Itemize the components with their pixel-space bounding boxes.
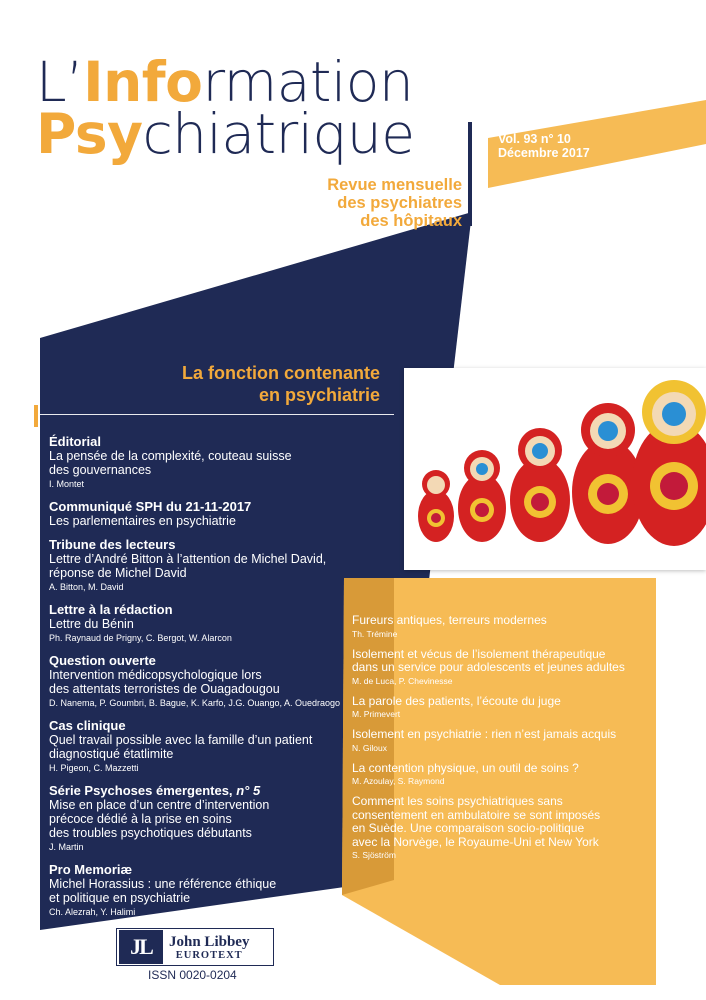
masthead-prefix: L’ bbox=[36, 50, 84, 114]
toc-section bbox=[49, 434, 349, 490]
issue-volume: Vol. 93 n° 10 bbox=[498, 132, 571, 146]
section-heading: Lettre à la rédaction bbox=[49, 602, 173, 617]
article-title: La parole des patients, l’écoute du juge bbox=[352, 693, 561, 708]
article-authors: I. Montet bbox=[49, 479, 85, 489]
article-title: Les parlementaires en psychiatrie bbox=[49, 514, 236, 528]
section-heading: Tribune des lecteurs bbox=[49, 537, 176, 552]
article-authors: Th. Trémine bbox=[352, 628, 398, 639]
article-title: dans un service pour adolescents et jeunes adultes bbox=[352, 660, 625, 674]
issue-info bbox=[498, 132, 590, 160]
article-authors: Ch. Alezrah, Y. Halimi bbox=[49, 907, 136, 917]
theme-article bbox=[352, 614, 657, 640]
tagline-line: Revue mensuelle bbox=[327, 176, 462, 194]
article-authors: D. Nanema, P. Goumbri, B. Bague, K. Karfo, J.G. Ouango, A. Ouedraogo bbox=[49, 698, 340, 708]
theme-article bbox=[352, 762, 657, 788]
theme-line: La fonction contenante bbox=[182, 363, 380, 383]
article-authors: M. Primevert bbox=[352, 709, 401, 719]
article-title: des attentats terroristes de Ouagadougou bbox=[49, 682, 280, 696]
article-title: Fureurs antiques, terreurs modernes bbox=[352, 613, 547, 627]
tagline bbox=[327, 176, 462, 230]
article-title: Quel travail possible avec la famille d’un patient bbox=[49, 733, 313, 747]
cover-photo bbox=[404, 368, 706, 570]
toc-section bbox=[49, 783, 349, 853]
article-title: en Suède. Une comparaison socio-politique bbox=[352, 821, 585, 835]
article-authors: S. Sjöström bbox=[352, 850, 396, 860]
contents-left bbox=[49, 434, 349, 927]
section-heading: Communiqué SPH du 21-11-2017 bbox=[49, 499, 252, 514]
section-heading: Cas clinique bbox=[49, 718, 126, 733]
article-title: Comment les soins psychiatriques sans bbox=[352, 794, 563, 808]
toc-section bbox=[49, 718, 349, 774]
doll-5 bbox=[632, 380, 706, 546]
article-title: réponse de Michel David bbox=[49, 566, 187, 580]
article-title: Isolement et vécus de l’isolement thérapeutique bbox=[352, 646, 606, 661]
masthead-accent-1: Info bbox=[83, 50, 203, 114]
article-title: Michel Horassius : une référence éthique bbox=[49, 877, 277, 891]
publisher-wordmark bbox=[169, 934, 249, 961]
article-title: Intervention médicopsychologique lors bbox=[49, 668, 262, 682]
article-authors: A. Bitton, M. David bbox=[49, 582, 124, 592]
article-authors: Ph. Raynaud de Prigny, C. Bergot, W. Alarcon bbox=[49, 633, 232, 643]
publisher-logo bbox=[116, 928, 274, 966]
article-title: Mise en place d’un centre d’intervention bbox=[49, 798, 270, 812]
article-title: Lettre du Bénin bbox=[49, 617, 134, 631]
issue-date: Décembre 2017 bbox=[498, 146, 590, 160]
article-title: précoce dédié à la prise en soins bbox=[49, 812, 232, 826]
toc-section bbox=[49, 862, 349, 918]
article-title: Isolement en psychiatrie : rien n’est jamais acquis bbox=[352, 727, 617, 741]
article-authors: H. Pigeon, C. Mazzetti bbox=[49, 763, 139, 773]
article-authors: M. de Luca, P. Chevinesse bbox=[352, 675, 453, 686]
section-heading: Pro Memoriæ bbox=[49, 862, 133, 877]
masthead-rest-2: chiatrique bbox=[142, 102, 415, 166]
contents-right bbox=[352, 614, 657, 869]
toc-section bbox=[49, 602, 349, 644]
article-title: des troubles psychotiques débutants bbox=[49, 826, 252, 840]
masthead-accent-2: Psy bbox=[36, 102, 143, 166]
issue-theme bbox=[182, 362, 380, 406]
article-authors: N. Giloux bbox=[352, 742, 387, 753]
theme-line: en psychiatrie bbox=[258, 385, 380, 405]
publisher-sub: EUROTEXT bbox=[175, 949, 243, 961]
section-heading bbox=[49, 783, 349, 798]
theme-article bbox=[352, 728, 657, 754]
toc-section bbox=[49, 499, 349, 528]
theme-article bbox=[352, 695, 657, 721]
issn-number: ISSN 0020-0204 bbox=[148, 968, 237, 982]
section-heading-text: Série Psychoses émergentes, bbox=[49, 783, 233, 798]
toc-section bbox=[49, 653, 349, 709]
publisher-monogram: JL bbox=[119, 930, 163, 964]
article-title: La contention physique, un outil de soins ? bbox=[352, 760, 579, 775]
article-title: diagnostiqué étatlimite bbox=[49, 747, 174, 761]
doll-2 bbox=[458, 450, 506, 542]
article-title: La pensée de la complexité, couteau suisse bbox=[49, 449, 292, 463]
tagline-line: des hôpitaux bbox=[360, 212, 462, 230]
masthead-line-2 bbox=[36, 104, 415, 164]
tagline-line: des psychiatres bbox=[337, 194, 462, 212]
article-authors: M. Azoulay, S. Raymond bbox=[352, 776, 445, 786]
article-title: consentement en ambulatoire se sont imposés bbox=[352, 807, 601, 822]
theme-article bbox=[352, 648, 657, 687]
section-heading: Question ouverte bbox=[49, 653, 156, 668]
matryoshka-dolls-image bbox=[404, 368, 706, 570]
section-heading: Éditorial bbox=[49, 434, 102, 449]
doll-3 bbox=[510, 428, 570, 542]
toc-section bbox=[49, 537, 349, 593]
section-heading-number: n° 5 bbox=[236, 783, 261, 798]
doll-1 bbox=[418, 470, 454, 542]
article-title: et politique en psychiatrie bbox=[49, 891, 191, 905]
article-title: des gouvernances bbox=[49, 463, 152, 477]
masthead-rest-1: rmation bbox=[202, 50, 414, 114]
article-title: avec la Norvège, le Royaume-Uni et New York bbox=[352, 834, 599, 849]
masthead-rule bbox=[468, 122, 472, 226]
section-marker bbox=[34, 405, 38, 427]
article-authors: J. Martin bbox=[49, 842, 84, 852]
article-title: Lettre d’André Bitton à l’attention de Michel David, bbox=[49, 552, 327, 566]
theme-divider bbox=[40, 414, 394, 415]
publisher-name: John Libbey bbox=[169, 933, 250, 950]
theme-article bbox=[352, 795, 657, 861]
